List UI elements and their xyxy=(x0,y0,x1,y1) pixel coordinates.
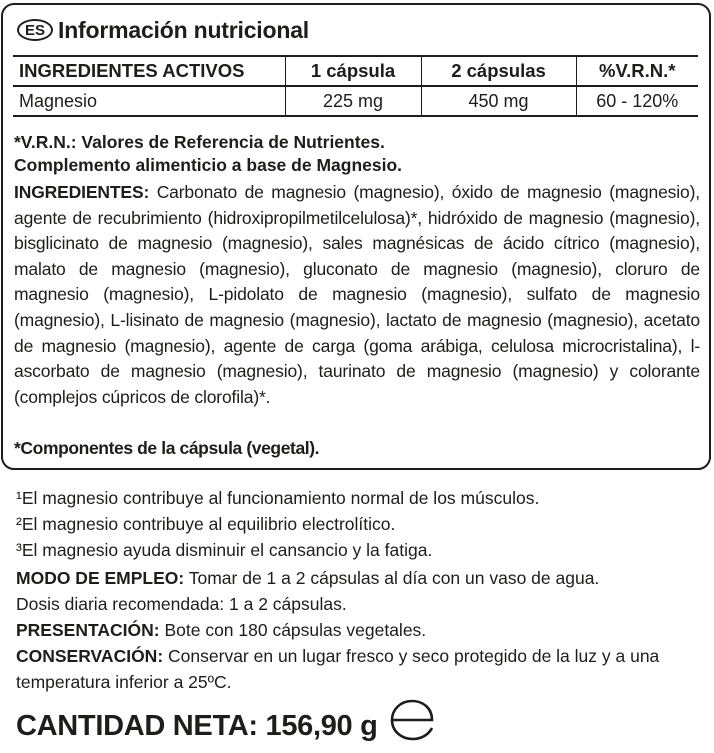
net-quantity-text: CANTIDAD NETA: 156,90 g xyxy=(16,710,378,742)
ingredients-label: INGREDIENTES: xyxy=(14,182,150,202)
conservation-text: Conservar en un lugar fresco y seco protegido de la luz y a una temperatura inferior a 25ºC. xyxy=(16,646,660,692)
mode-text: Tomar de 1 a 2 cápsulas al día con un vaso de agua. xyxy=(188,568,600,588)
claim-3: ³El magnesio ayuda disminuir el cansancio y la fatiga. xyxy=(16,540,433,560)
conservation xyxy=(16,643,696,695)
mode-of-use xyxy=(16,565,696,591)
e-mark-icon xyxy=(388,698,436,747)
claim-2: ²El magnesio contribuye al equilibrio electrolítico. xyxy=(16,514,396,534)
claim-1: ¹El magnesio contribuye al funcionamiento normal de los músculos. xyxy=(16,488,540,508)
column-header-1-capsule: 1 cápsula xyxy=(285,56,421,86)
mode-label: MODO DE EMPLEO: xyxy=(16,568,185,588)
table-header-row xyxy=(13,56,698,86)
ingredients-block xyxy=(14,180,700,410)
vrn-note: *V.R.N.: Valores de Referencia de Nutrientes. xyxy=(14,132,385,152)
supplement-note: Complemento alimenticio a base de Magnesio. xyxy=(14,155,403,175)
ingredients-text: Carbonato de magnesio (magnesio), óxido de magnesio (magnesio), agente de recubrimiento (hidroxipropilmetilcelulosa)*, hidróxido de magnesio (magnesio), bisglicinato de magnesio (magnesio), sales magnésicas de ácido cítrico (magnesio), malato de magnesio (magnesio), gluconato de magnesio (magnesio), cloruro de magnesio (magnesio), L-pidolato de magnesio (magnesio), sulfato de magnesio (magnesio), L-lisinato de magnesio (magnesio), lactato de magnesio (magnesio), acetato de magnesio (magnesio), agente de carga (goma arábiga, celulosa microcristalina), l-ascorbato de magnesio (magnesio), taurinato de magnesio (magnesio) y colorante (complejos cúpricos de clorofila)*. xyxy=(14,182,700,407)
presentation-label: PRESENTACIÓN: xyxy=(16,620,160,640)
nutrition-table xyxy=(13,55,698,117)
health-claims xyxy=(16,485,539,563)
language-badge: ES xyxy=(17,19,53,41)
presentation xyxy=(16,617,696,643)
presentation-text: Bote con 180 cápsulas vegetales. xyxy=(164,620,427,640)
cell-vrn: 60 - 120% xyxy=(576,86,698,116)
panel-header xyxy=(17,15,309,45)
cell-1-capsule: 225 mg xyxy=(285,86,421,116)
column-header-ingredient: INGREDIENTES ACTIVOS xyxy=(13,56,285,86)
daily-dose: Dosis diaria recomendada: 1 a 2 cápsulas. xyxy=(16,594,347,614)
page-title: Información nutricional xyxy=(58,16,309,43)
capsule-note: *Componentes de la cápsula (vegetal). xyxy=(14,438,320,458)
cell-2-capsules: 450 mg xyxy=(421,86,576,116)
usage-section xyxy=(16,565,696,695)
conservation-label: CONSERVACIÓN: xyxy=(16,646,164,666)
reference-notes xyxy=(14,131,700,177)
cell-ingredient: Magnesio xyxy=(13,86,285,116)
net-quantity xyxy=(16,706,436,747)
table-row xyxy=(13,86,698,116)
column-header-2-capsules: 2 cápsulas xyxy=(421,56,576,86)
column-header-vrn: %V.R.N.* xyxy=(576,56,698,86)
